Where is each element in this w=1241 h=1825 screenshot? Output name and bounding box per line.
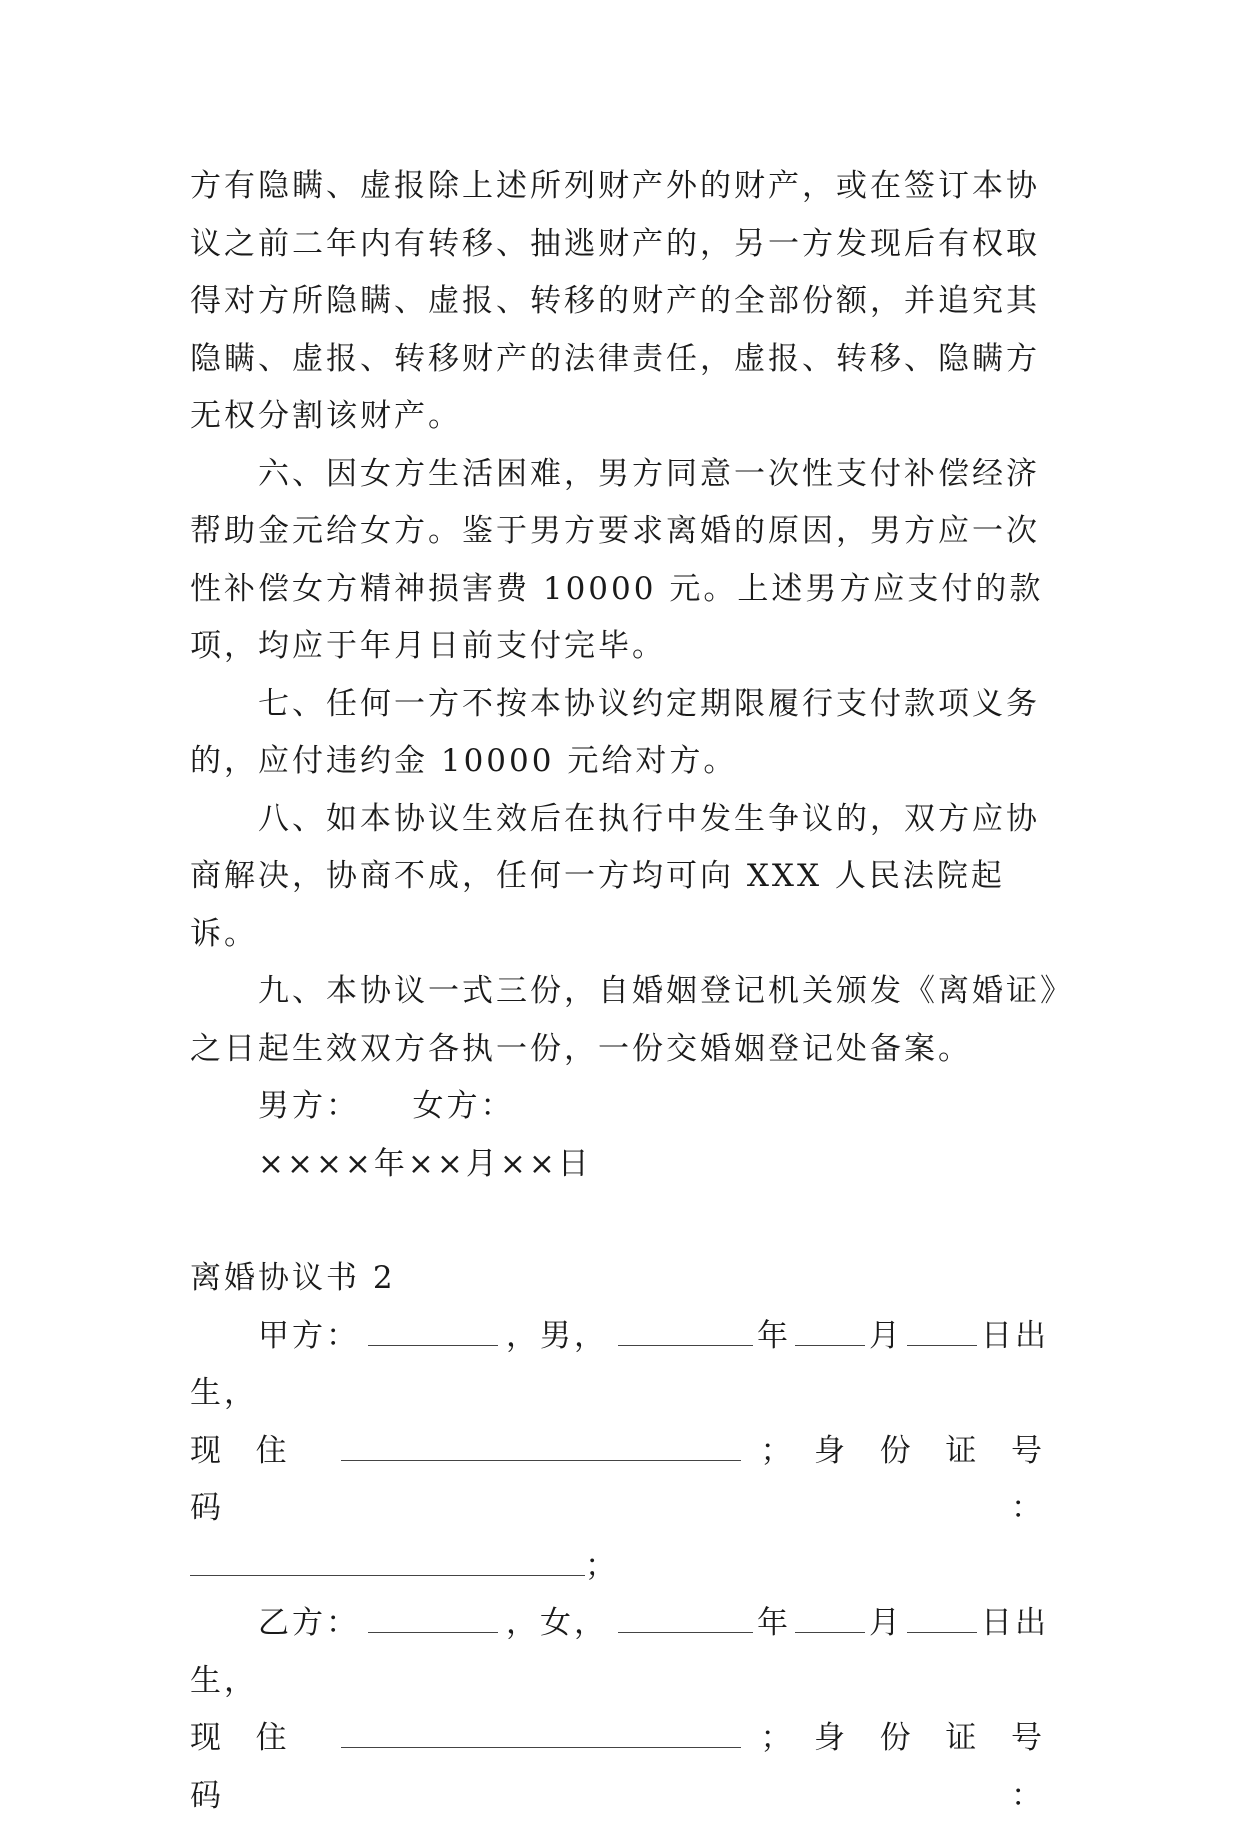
party-a-label: 甲方： xyxy=(258,1317,360,1354)
party-b-gender: ，女， xyxy=(506,1605,608,1641)
party-b-id-label: 身份证号码： xyxy=(190,1720,1071,1814)
party-b-year: 年 xyxy=(757,1605,791,1641)
party-a-born: 日出生， xyxy=(190,1317,1049,1411)
party-b-line xyxy=(190,1595,1070,1710)
party-b-name-blank xyxy=(368,1596,498,1633)
signature-date: ××××年××月××日 xyxy=(258,1145,592,1182)
party-b-address-blank xyxy=(341,1711,741,1748)
party-b-address-label: 现住 xyxy=(190,1720,322,1756)
party-a-year-blank xyxy=(618,1309,753,1346)
party-a-id-line xyxy=(190,1538,1070,1596)
party-a-year: 年 xyxy=(757,1317,791,1354)
party-b-born: 日出生， xyxy=(190,1605,1049,1699)
party-a-month-blank xyxy=(795,1309,865,1346)
doc2-title: 离婚协议书 2 xyxy=(190,1260,396,1296)
party-a-day-blank xyxy=(907,1309,977,1346)
signature-line: 男方： 女方： xyxy=(258,1088,515,1124)
party-a-line xyxy=(190,1308,1070,1423)
party-b-month-blank xyxy=(795,1596,865,1633)
document-body xyxy=(190,158,1070,1825)
party-a-name-blank xyxy=(368,1309,498,1346)
party-b-sep: ； xyxy=(760,1720,795,1756)
party-a-id-blank xyxy=(190,1539,585,1576)
party-b-month: 月 xyxy=(869,1605,903,1641)
party-a-address-line xyxy=(190,1423,1070,1538)
clause-six: 六、因女方生活困难，男方同意一次性支付补偿经济帮助金元给女方。鉴于男方要求离婚的原因，男方应一次性补偿女方精神损害费 10000 元。上述男方应支付的款项，均应于年月日前支付完毕。 xyxy=(190,455,1044,664)
party-a-id-label: 身份证号码： xyxy=(190,1432,1071,1526)
party-a-id-end: ； xyxy=(585,1547,619,1584)
party-a-gender: ，男， xyxy=(506,1317,608,1354)
clause-seven: 七、任何一方不按本协议约定期限履行支付款项义务的，应付违约金 10000 元给对方。 xyxy=(190,685,1040,779)
party-a-address-label: 现住 xyxy=(190,1432,322,1469)
clause-nine: 九、本协议一式三份，自婚姻登记机关颁发《离婚证》之日起生效双方各执一份，一份交婚姻登记处备案。 xyxy=(190,973,1059,1067)
party-a-sep: ； xyxy=(760,1432,795,1469)
party-a-address-blank xyxy=(341,1424,741,1461)
party-b-day-blank xyxy=(907,1596,977,1633)
section-gap xyxy=(190,1193,1070,1250)
party-b-address-line xyxy=(190,1710,1070,1825)
clause-eight: 八、如本协议生效后在执行中发生争议的，双方应协商解决，协商不成，任何一方均可向 XXX 人民法院起诉。 xyxy=(190,800,1040,952)
paragraph-property-concealment: 方有隐瞒、虚报除上述所列财产外的财产，或在签订本协议之前二年内有转移、抽逃财产的，另一方发现后有权取得对方所隐瞒、虚报、转移的财产的全部份额，并追究其隐瞒、虚报、转移财产的法律责任，虚报、转移、隐瞒方无权分割该财产。 xyxy=(190,168,1040,434)
party-b-year-blank xyxy=(618,1596,753,1633)
party-b-label: 乙方： xyxy=(258,1605,360,1641)
party-a-month: 月 xyxy=(869,1317,903,1354)
